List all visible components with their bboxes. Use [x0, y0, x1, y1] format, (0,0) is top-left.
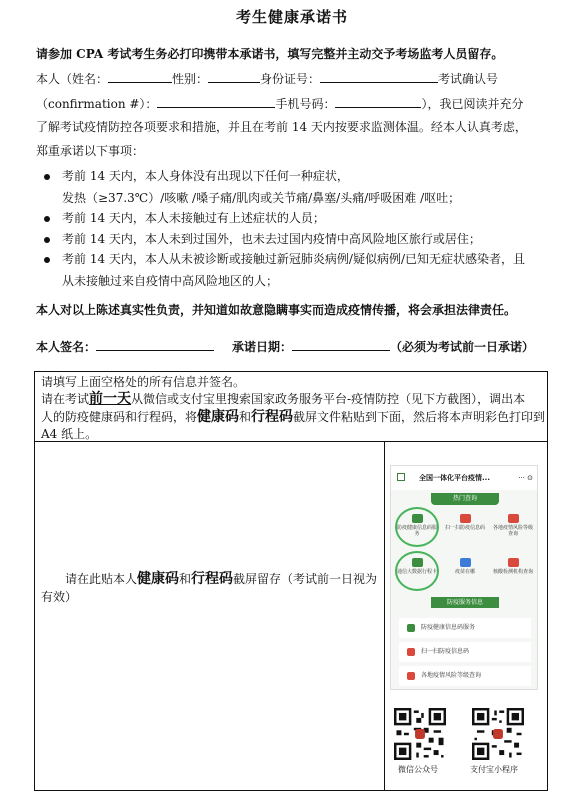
risk-icon: [407, 672, 415, 680]
text-read: ），我已阅读并充分: [421, 97, 524, 111]
bullet-icon: [44, 216, 50, 222]
alipay-qr-code: [472, 708, 524, 760]
label-id: 身份证号：: [260, 72, 321, 86]
form-line-3: 了解考试疫情防控各项要求和措施，并且在考前 14 天内按要求监测体温。经本人认真考虑，: [36, 120, 527, 134]
label-name: 本人（姓名：: [36, 72, 109, 86]
qr-code-icon: [407, 624, 415, 632]
declaration: 本人对以上陈述真实性负责，并知道如故意隐瞒事实而造成疫情传播，将会承担法律责任。: [36, 303, 517, 317]
tile-risk-level: 各地疫情风险等级查询: [493, 510, 533, 544]
instruction-cell: 请填写上面空格处的所有信息并签名。 请在考试前一天从微信或支付宝里搜索国家政务服务平台-疫情防控（见下方截图），调出本 人的防疫健康码和行程码，将健康码和行程码截屏文件粘贴到下面，然后将本声明彩色打印到 A4 纸上。: [35, 372, 547, 442]
vaccine-icon: [460, 558, 471, 567]
test-icon: [508, 558, 519, 567]
form-line-4: 郑重承诺以下事项：: [36, 144, 145, 158]
highlight-circle: [395, 507, 439, 547]
gender-field[interactable]: [208, 70, 260, 83]
wechat-caption: 微信公众号: [398, 765, 438, 774]
name-field[interactable]: [108, 70, 172, 83]
form-line-1: [36, 70, 498, 87]
service-info-header: 防疫服务信息: [431, 597, 499, 608]
service-item: 扫一扫防疫信息码: [399, 642, 531, 662]
document-title: 考生健康承诺书: [235, 8, 348, 26]
phone-screenshot: [390, 465, 538, 690]
signature-line: 本人签名： 承诺日期： （必须为考试前一日承诺）: [36, 340, 535, 354]
paste-instruction: 请在此贴本人健康码和行程码截屏留存（考试前一日视为有效）: [41, 571, 378, 604]
intro-instruction: 请参加 CPA 考试考生务必打印携带本承诺书，填写完整并主动交予考场监考人员留存。: [36, 47, 504, 61]
risk-icon: [508, 514, 519, 523]
home-icon: [397, 473, 405, 481]
bullet-icon: [44, 257, 50, 263]
service-item: 防疫健康信息码服务: [399, 618, 531, 638]
hot-query-header: 热门查询: [431, 493, 499, 505]
bullet-icon: [44, 237, 50, 243]
date-field[interactable]: [292, 338, 390, 351]
phone-field[interactable]: [335, 95, 421, 108]
paste-area[interactable]: [35, 442, 385, 790]
tile-scan: 扫一扫防疫信息码: [445, 510, 485, 544]
tile-nucleic-test: 核酸检测机构查询: [493, 554, 533, 588]
highlight-circle: [395, 551, 439, 591]
alipay-caption: 支付宝小程序: [470, 765, 518, 774]
tile-vaccine: 疫苗在哪: [445, 554, 485, 588]
id-field[interactable]: [320, 70, 438, 83]
bullet-icon: [44, 174, 50, 180]
label-confirmation: 考试确认号: [438, 72, 499, 86]
label-phone: 手机号码：: [275, 97, 336, 111]
label-confirmation-no: （confirmation #）：: [36, 97, 158, 111]
signature-field[interactable]: [96, 338, 214, 351]
wechat-qr-code: [394, 708, 446, 760]
menu-icon: ··· ⊙: [518, 474, 533, 482]
form-line-2: [36, 95, 523, 112]
service-item: 各地疫情风险等级查询: [399, 666, 531, 686]
phone-header: 全国一体化平台疫情... ··· ⊙: [391, 466, 538, 490]
confirmation-field[interactable]: [157, 95, 275, 108]
tile-itinerary-card: 通信大数据行程卡: [397, 554, 437, 588]
tile-health-code: 防疫健康信息码服务: [397, 510, 437, 544]
scan-icon: [407, 648, 415, 656]
scan-icon: [460, 514, 471, 523]
label-gender: 性别：: [172, 72, 209, 86]
